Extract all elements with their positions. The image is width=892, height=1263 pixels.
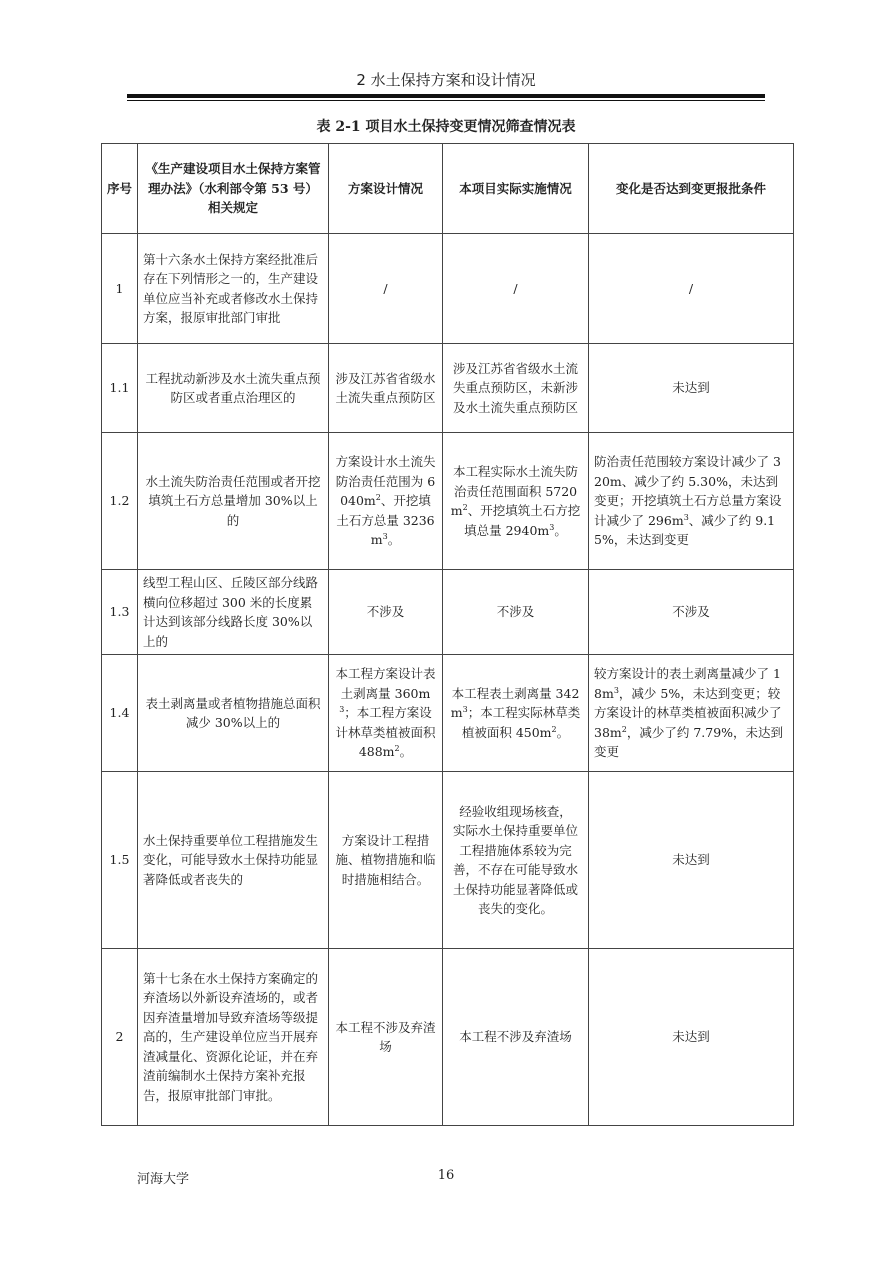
row-no: 1 xyxy=(102,234,138,344)
row-design: 涉及江苏省省级水土流失重点预防区 xyxy=(329,344,443,433)
table-row xyxy=(102,433,794,570)
table-row xyxy=(102,234,794,344)
col-header-design: 方案设计情况 xyxy=(329,144,443,234)
row-rule: 工程扰动新涉及水土流失重点预防区或者重点治理区的 xyxy=(138,344,329,433)
header-rule-thick xyxy=(127,94,765,98)
row-result: 防治责任范围较方案设计减少了 320m、减少了约 5.30%，未达到变更；开挖填筑土石方总量方案设计减少了 $296m^3$、减少了约 9.15%，未达到变更 xyxy=(589,433,794,570)
col-header-no: 序号 xyxy=(102,144,138,234)
row-result: 不涉及 xyxy=(589,570,794,655)
row-result: 未达到 xyxy=(589,344,794,433)
row-rule: 表土剥离量或者植物措施总面积减少 30%以上的 xyxy=(138,655,329,772)
col-header-rule: 《生产建设项目水土保持方案管理办法》（水利部令第 53 号）相关规定 xyxy=(138,144,329,234)
row-rule: 水土保持重要单位工程措施发生变化，可能导致水土保持功能显著降低或者丧失的 xyxy=(138,772,329,949)
row-no: 1.5 xyxy=(102,772,138,949)
table-row xyxy=(102,655,794,772)
row-no: 1.1 xyxy=(102,344,138,433)
row-actual: 经验收组现场核查， 实际水土保持重要单位工程措施体系较为完善，不存在可能导致水土保持功能显著降低或丧失的变化。 xyxy=(443,772,589,949)
row-no: 1.3 xyxy=(102,570,138,655)
row-no: 2 xyxy=(102,949,138,1126)
row-actual: 涉及江苏省省级水土流失重点预防区，未新涉及水土流失重点预防区 xyxy=(443,344,589,433)
header-rule-thin xyxy=(127,100,765,101)
col-header-actual: 本项目实际实施情况 xyxy=(443,144,589,234)
row-no: 1.2 xyxy=(102,433,138,570)
row-design: 方案设计工程措施、植物措施和临时措施相结合。 xyxy=(329,772,443,949)
row-rule: 第十七条在水土保持方案确定的弃渣场以外新设弃渣场的，或者因弃渣量增加导致弃渣场等级提高的，生产建设单位应当开展弃渣减量化、资源化论证，并在弃渣前编制水土保持方案补充报告，报原审批部门审批。 xyxy=(138,949,329,1126)
row-rule: 第十六条水土保持方案经批准后存在下列情形之一的，生产建设单位应当补充或者修改水土保持方案，报原审批部门审批 xyxy=(138,234,329,344)
page-header-title: 2 水土保持方案和设计情况 xyxy=(356,71,536,89)
row-rule: 线型工程山区、丘陵区部分线路横向位移超过 300 米的长度累计达到该部分线路长度 30%以上的 xyxy=(138,570,329,655)
row-design: 本工程不涉及弃渣场 xyxy=(329,949,443,1126)
row-actual: 本工程不涉及弃渣场 xyxy=(443,949,589,1126)
col-header-result: 变化是否达到变更报批条件 xyxy=(589,144,794,234)
page-number: 16 xyxy=(437,1168,455,1183)
row-design: 本工程方案设计表土剥离量 $360m^3$；本工程方案设计林草类植被面积 $488m^2$。 xyxy=(329,655,443,772)
change-screening-table xyxy=(101,143,794,1126)
row-result: 未达到 xyxy=(589,949,794,1126)
table-row xyxy=(102,772,794,949)
row-design: 不涉及 xyxy=(329,570,443,655)
table-row xyxy=(102,949,794,1126)
footer-org: 河海大学 xyxy=(137,1172,190,1187)
table-caption: 表 2-1 项目水土保持变更情况筛查情况表 xyxy=(316,119,576,135)
row-rule: 水土流失防治责任范围或者开挖填筑土石方总量增加 30%以上的 xyxy=(138,433,329,570)
table-row xyxy=(102,570,794,655)
row-actual: / xyxy=(443,234,589,344)
row-actual: 本工程实际水土流失防治责任范围面积 $5720m^2$、开挖填筑土石方挖填总量 $2940m^3$。 xyxy=(443,433,589,570)
row-actual: 本工程表土剥离量 $342m^3$；本工程实际林草类植被面积 $450m^2$。 xyxy=(443,655,589,772)
table-header-row xyxy=(102,144,794,234)
row-no: 1.4 xyxy=(102,655,138,772)
row-design: 方案设计水土流失防治责任范围为 $6040m^2$、开挖填土石方总量 $3236m^3$。 xyxy=(329,433,443,570)
row-result: / xyxy=(589,234,794,344)
table-row xyxy=(102,344,794,433)
row-actual: 不涉及 xyxy=(443,570,589,655)
row-design: / xyxy=(329,234,443,344)
row-result: 较方案设计的表土剥离量减少了 $18m^3$，减少 5%，未达到变更；较方案设计的林草类植被面积减少了 $38m^2$，减少了约 7.79%，未达到变更 xyxy=(589,655,794,772)
row-result: 未达到 xyxy=(589,772,794,949)
